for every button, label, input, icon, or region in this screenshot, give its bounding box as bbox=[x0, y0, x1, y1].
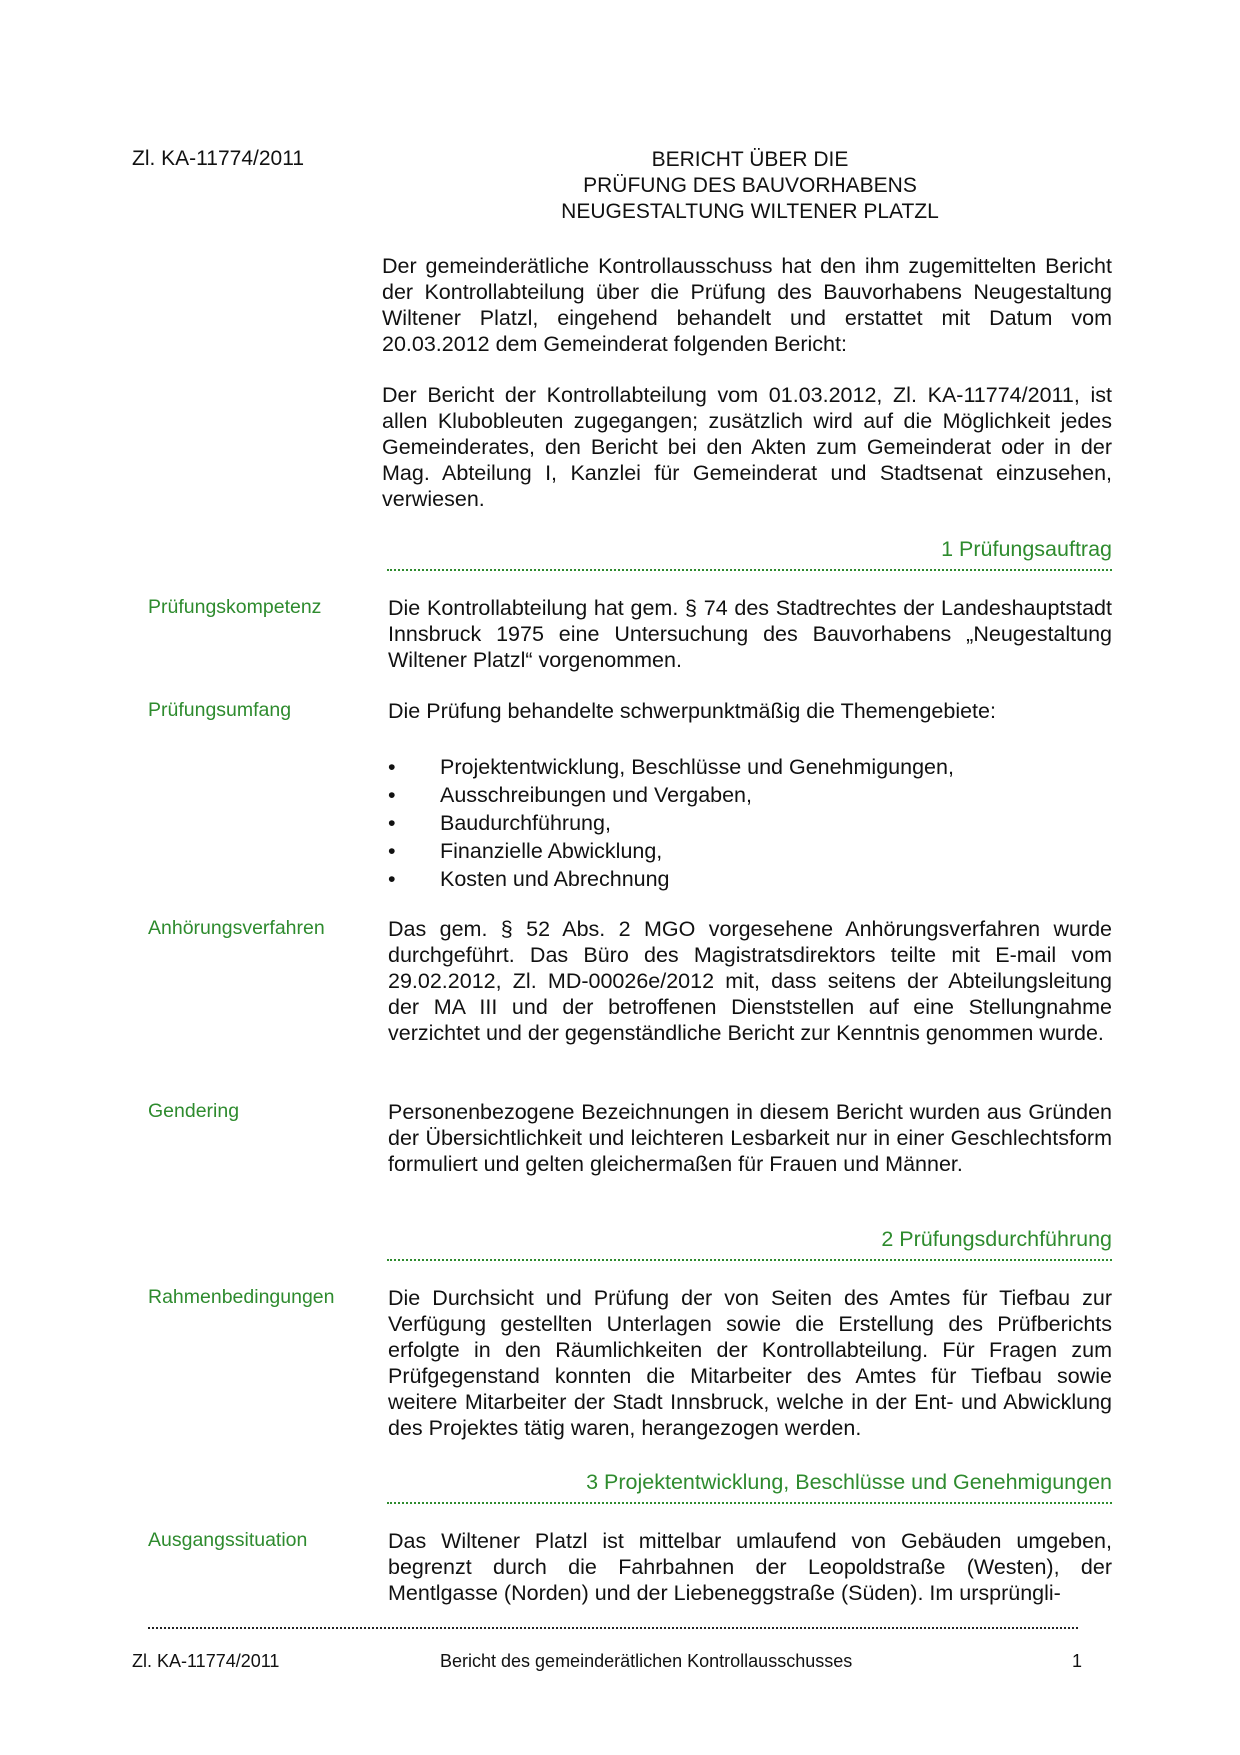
list-item: • Projektentwicklung, Beschlüsse und Genehmigungen, bbox=[388, 755, 954, 779]
footer-reference: Zl. KA-11774/2011 bbox=[132, 1651, 280, 1671]
list-item: • Kosten und Abrechnung bbox=[388, 867, 670, 891]
paragraph-anhoerung: Das gem. § 52 Abs. 2 MGO vorgesehene Anhörungsverfahren wurde durchgeführt. Das Büro des Magistratsdirektors teilte mit E-mail vom 29.02.2012, Zl. MD-00026e/2012 mit, dass seitens der Abteilungsleitung der MA III und der betroffenen Dienststellen auf eine Stellungnahme verzichtet und der gegenständliche Bericht zur Kenntnis genommen wurde. bbox=[388, 917, 1112, 1045]
paragraph-rahmen: Die Durchsicht und Prüfung der von Seiten des Amtes für Tiefbau zur Verfügung gestellten Unterlagen sowie die Erstellung des Prüfberichts erfolgte in den Räumlichkeiten der Kontrollabteilung. Für Fragen zum Prüfgegenstand konnten die Mitarbeiter des Amtes für Tiefbau sowie weitere Mitarbeiter der Stadt Innsbruck, welche in der Ent- und Abwicklung des Projektes tätig waren, herangezogen werden. bbox=[388, 1286, 1112, 1440]
footer-divider bbox=[148, 1627, 1078, 1629]
paragraph-umfang: Die Prüfung behandelte schwerpunktmäßig die Themengebiete: bbox=[388, 699, 996, 723]
margin-label-kompetenz: Prüfungskompetenz bbox=[148, 596, 322, 618]
bullet-icon: • bbox=[388, 783, 396, 807]
section-heading: 1 Prüfungsauftrag bbox=[387, 537, 1112, 571]
report-title bbox=[540, 147, 960, 225]
margin-label-rahmen: Rahmenbedingungen bbox=[148, 1286, 335, 1308]
paragraph-ausgang: Das Wiltener Platzl ist mittelbar umlaufend von Gebäuden umgeben, begrenzt durch die Fahrbahnen der Leopoldstraße (Westen), der Mentlgasse (Norden) und der Liebeneggstraße (Süden). Im ursprüngli- bbox=[388, 1529, 1112, 1605]
margin-label-umfang: Prüfungsumfang bbox=[148, 699, 292, 721]
intro-paragraph: Der Bericht der Kontrollabteilung vom 01.03.2012, Zl. KA-11774/2011, ist allen Klubobleuten zugegangen; zusätzlich wird auf die Möglichkeit jedes Gemeinderates, den Bericht bei den Akten zum Gemeinderat oder in der Mag. Abteilung I, Kanzlei für Gemeinderat und Stadtsenat einzusehen, verwiesen. bbox=[382, 383, 1112, 511]
intro-paragraph: Der gemeinderätliche Kontrollausschuss hat den ihm zugemittelten Bericht der Kontrollabteilung über die Prüfung des Bauvorhabens Neugestaltung Wiltener Platzl, eingehend behandelt und erstattet mit Datum vom 20.03.2012 dem Gemeinderat folgenden Bericht: bbox=[382, 254, 1112, 356]
paragraph-gendering: Personenbezogene Bezeichnungen in diesem Bericht wurden aus Gründen der Übersichtlichkeit und leichteren Lesbarkeit nur in einer Geschlechtsform formuliert und gelten gleichermaßen für Frauen und Männer. bbox=[388, 1100, 1112, 1176]
list-item: • Baudurchführung, bbox=[388, 811, 611, 835]
section-heading: 3 Projektentwicklung, Beschlüsse und Genehmigungen bbox=[387, 1470, 1112, 1504]
footer-title: Bericht des gemeinderätlichen Kontrollausschusses bbox=[440, 1651, 853, 1671]
bullet-icon: • bbox=[388, 811, 396, 835]
header-reference: Zl. KA-11774/2011 bbox=[132, 147, 304, 170]
bullet-icon: • bbox=[388, 755, 396, 779]
page-number: 1 bbox=[1072, 1651, 1083, 1671]
title-line: NEUGESTALTUNG WILTENER PLATZL bbox=[561, 200, 939, 223]
title-line: PRÜFUNG DES BAUVORHABENS bbox=[583, 174, 917, 197]
list-item: • Ausschreibungen und Vergaben, bbox=[388, 783, 752, 807]
paragraph-kompetenz: Die Kontrollabteilung hat gem. § 74 des Stadtrechtes der Landeshauptstadt Innsbruck 1975 eine Untersuchung des Bauvorhabens „Neugestaltung Wiltener Platzl“ vorgenommen. bbox=[388, 596, 1112, 672]
title-line: BERICHT ÜBER DIE bbox=[651, 148, 849, 171]
bullet-icon: • bbox=[388, 839, 396, 863]
bullet-icon: • bbox=[388, 867, 396, 891]
margin-label-ausgang: Ausgangssituation bbox=[148, 1529, 308, 1551]
section-heading: 2 Prüfungsdurchführung bbox=[387, 1227, 1112, 1261]
margin-label-gendering: Gendering bbox=[148, 1100, 240, 1122]
topic-list bbox=[388, 753, 1112, 893]
margin-label-anhoerung: Anhörungsverfahren bbox=[148, 917, 325, 939]
list-item: • Finanzielle Abwicklung, bbox=[388, 839, 663, 863]
